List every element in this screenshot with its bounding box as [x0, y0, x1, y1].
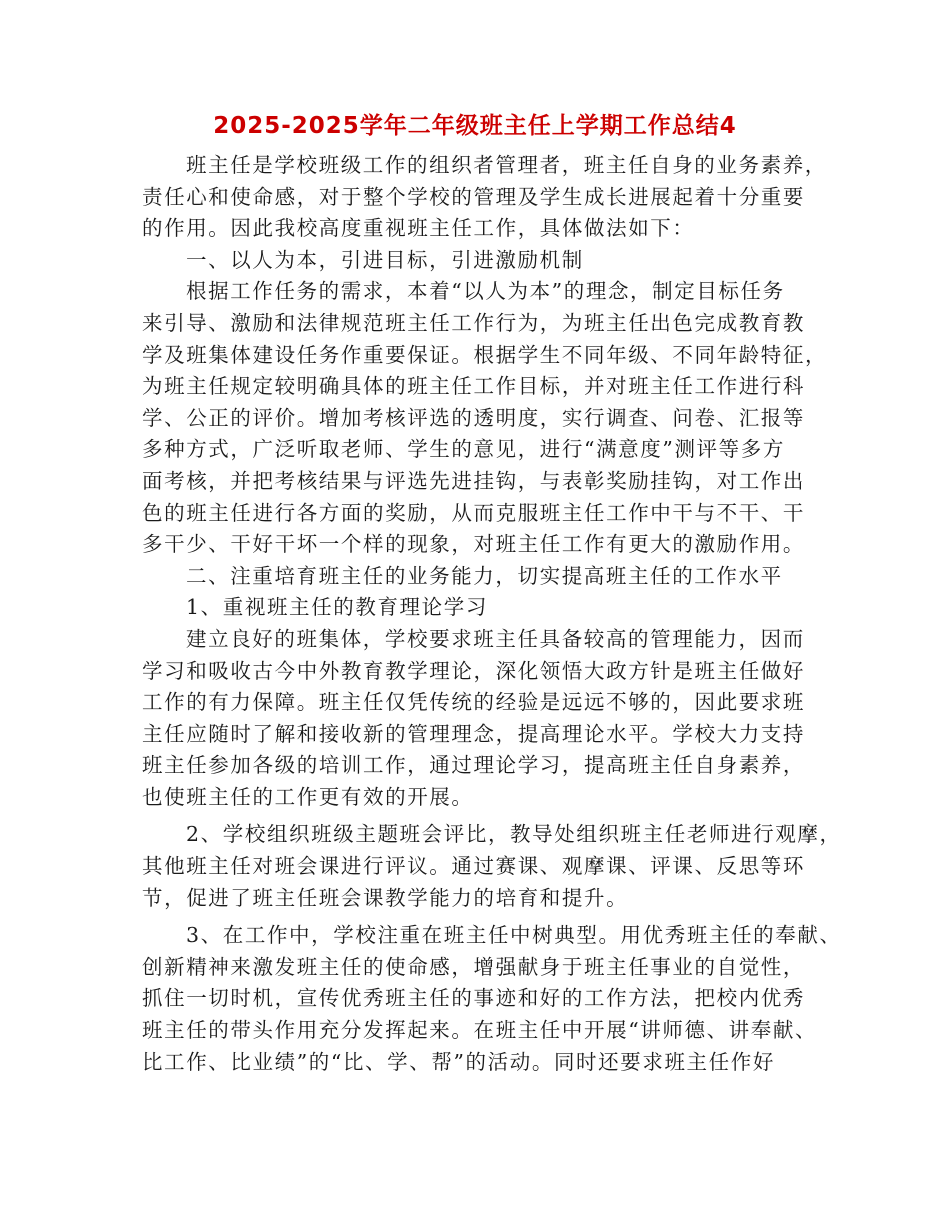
text-line: 班主任的带头作用充分发挥起来。在班主任中开展“讲师德、讲奉献、 — [142, 1018, 818, 1043]
text-line: 班主任参加各级的培训工作，通过理论学习，提高班主任自身素养， — [142, 753, 805, 778]
text-line: 学及班集体建设任务作重要保证。根据学生不同年级、不同年龄特征， — [142, 342, 828, 367]
text-line: 多干少、干好干坏一个样的现象，对班主任工作有更大的激励作用。 — [142, 532, 805, 557]
text-line: 建立良好的班集体，学校要求班主任具备较高的管理能力，因而 — [186, 626, 805, 651]
text-line: 为班主任规定较明确具体的班主任工作目标，并对班主任工作进行科 — [142, 374, 805, 399]
text-line: 也使班主任的工作更有效的开展。 — [142, 784, 474, 809]
text-line: 班主任是学校班级工作的组织者管理者，班主任自身的业务素养， — [186, 153, 827, 177]
document-title: 2025-2025学年二年级班主任上学期工作总结4 — [213, 113, 737, 139]
text-line: 比工作、比业绩”的“比、学、帮”的活动。同时还要求班主任作好 — [142, 1049, 775, 1074]
text-line: 主任应随时了解和接收新的管理理念，提高理论水平。学校大力支持 — [142, 721, 805, 746]
text-line: 节，促进了班主任班会课教学能力的培育和提升。 — [142, 885, 629, 910]
section-heading: 二、注重培育班主任的业务能力，切实提高班主任的工作水平 — [186, 563, 783, 588]
text-line: 创新精神来激发班主任的使命感，增强献身于班主任事业的自觉性， — [142, 954, 805, 979]
subsection-heading: 1、重视班主任的教育理论学习 — [186, 595, 488, 620]
section-heading: 一、以人为本，引进目标，引进激励机制 — [186, 247, 584, 272]
text-line: 学、公正的评价。增加考核评选的透明度，实行调查、问卷、汇报等 — [142, 405, 805, 430]
text-line: 色的班主任进行各方面的奖励，从而克服班主任工作中干与不干、干 — [142, 500, 805, 525]
text-line: 其他班主任对班会课进行评议。通过赛课、观摩课、评课、反思等环 — [142, 854, 805, 879]
text-line: 2、学校组织班级主题班会评比，教导处组织班主任老师进行观摩， — [186, 822, 842, 847]
document-body — [142, 150, 842, 1078]
text-line: 面考核，并把考核结果与评选先进挂钩，与表彰奖励挂钩，对工作出 — [142, 468, 805, 493]
text-line: 来引导、激励和法律规范班主任工作行为，为班主任出色完成教育教 — [142, 310, 805, 335]
text-line: 3、在工作中，学校注重在班主任中树典型。用优秀班主任的奉献、 — [186, 923, 842, 948]
text-line: 抓住一切时机，宣传优秀班主任的事迹和好的工作方法，把校内优秀 — [142, 986, 805, 1011]
text-line: 多种方式，广泛听取老师、学生的意见，进行“满意度”测评等多方 — [142, 437, 785, 462]
text-line: 的作用。因此我校高度重视班主任工作，具体做法如下： — [142, 216, 695, 241]
text-line: 学习和吸收古今中外教育教学理论，深化领悟大政方针是班主任做好 — [142, 658, 805, 683]
text-line: 责任心和使命感，对于整个学校的管理及学生成长进展起着十分重要 — [142, 184, 805, 209]
text-line: 工作的有力保障。班主任仅凭传统的经验是远远不够的，因此要求班 — [142, 690, 805, 715]
text-line: 根据工作任务的需求，本着“以人为本”的理念，制定目标任务 — [186, 279, 785, 304]
